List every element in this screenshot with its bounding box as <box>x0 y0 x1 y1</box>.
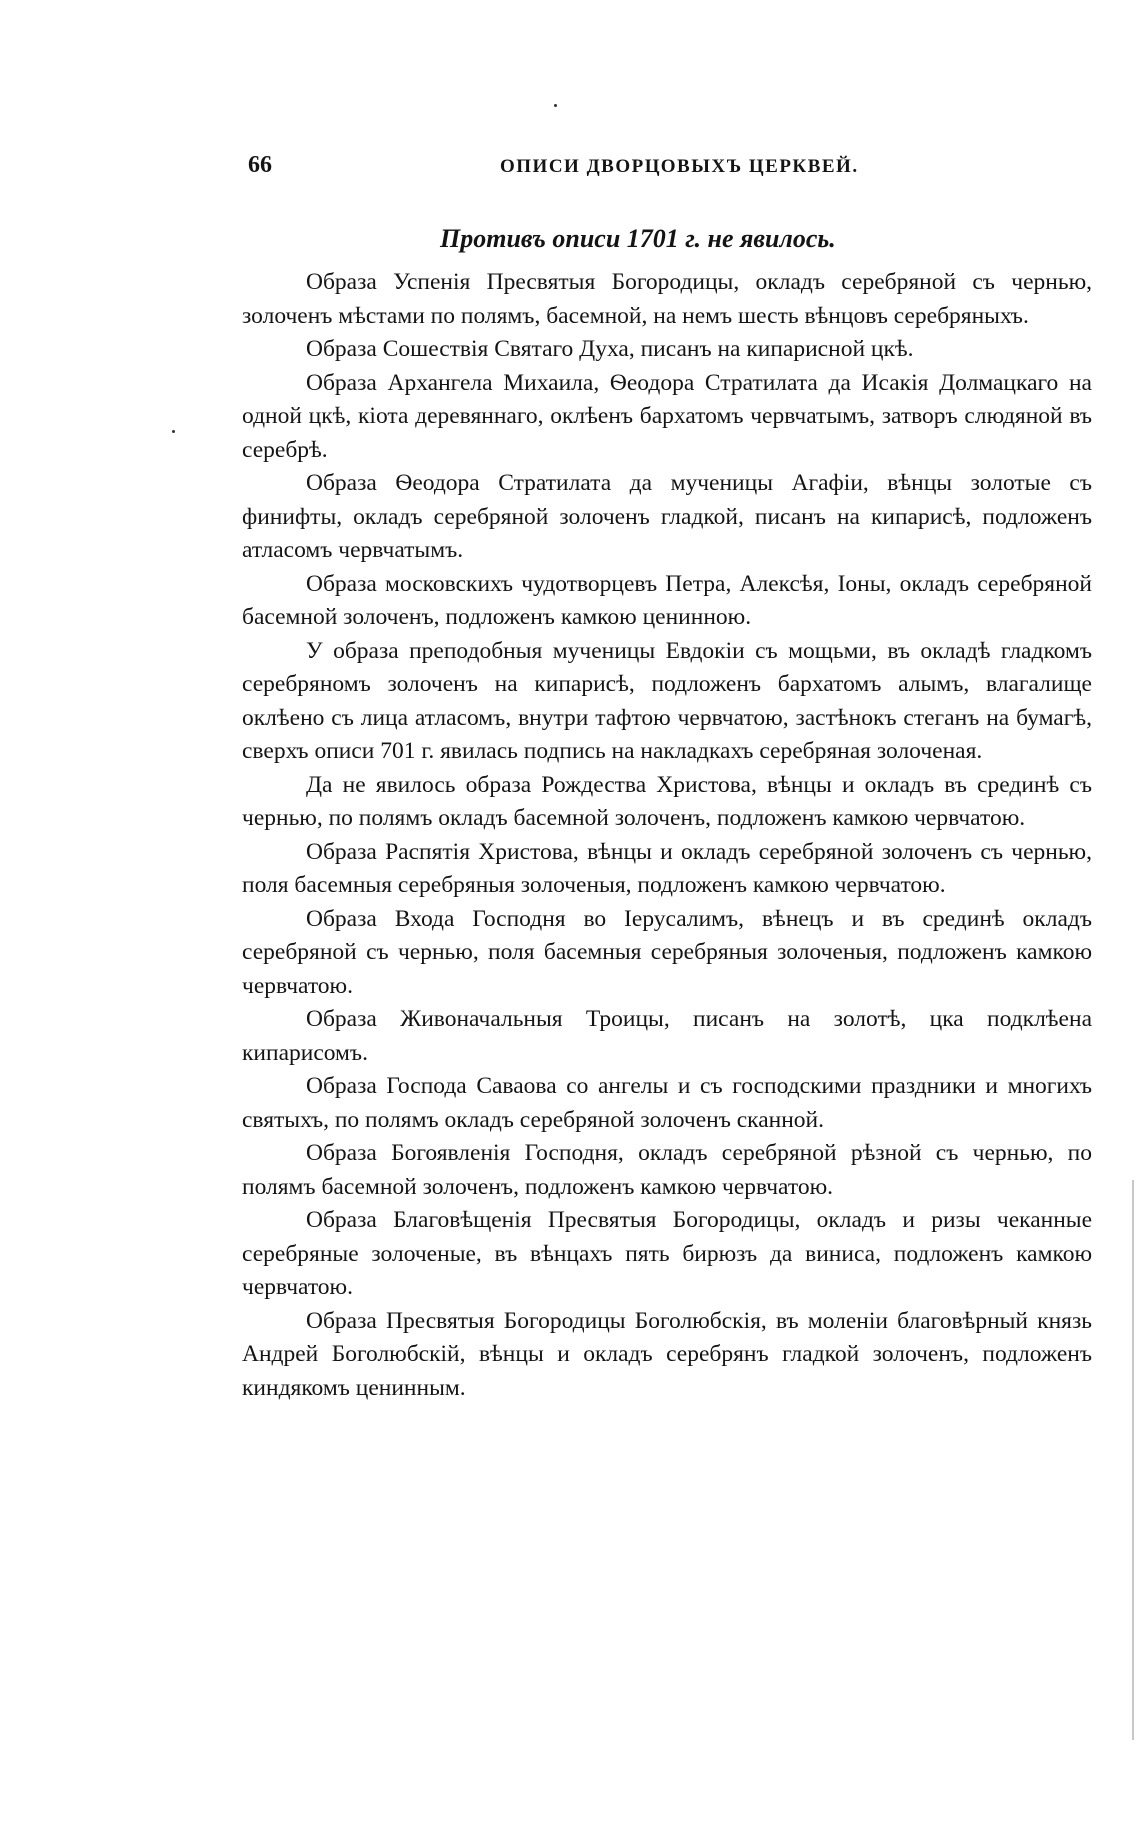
inventory-entry: Образа Ѳеодора Стратилата да мученицы Агафіи, вѣнцы золотые съ финифты, окладъ серебряной золоченъ гладкой, писанъ на кипарисѣ, подложенъ атласомъ червчатымъ. <box>242 470 1092 563</box>
inventory-entry: Образа Входа Господня во Іерусалимъ, вѣнецъ и въ срединѣ окладъ серебряной съ чернью, поля басемныя серебряныя золоченыя, подложенъ камкою червчатою. <box>242 905 1092 999</box>
inventory-text <box>242 266 1092 1405</box>
inventory-entry: Образа Пресвятыя Богородицы Боголюбскія, въ моленіи благовѣрный князь Андрей Боголюбскій, вѣнцы и окладъ серебрянъ гладкой золоченъ, подложенъ киндякомъ ценинным. <box>242 1307 1092 1401</box>
inventory-entry: Образа Архангела Михаила, Ѳеодора Стратилата да Исакія Долмацкаго на одной цкѣ, кіота деревяннаго, оклѣенъ бархатомъ червчатымъ, затворъ слюдяной въ серебрѣ. <box>242 369 1092 463</box>
running-head <box>248 152 1088 192</box>
inventory-entry: Образа московскихъ чудотворцевъ Петра, Алексѣя, Іоны, окладъ серебряной басемной золоченъ, подложенъ камкою ценинною. <box>242 570 1092 630</box>
inventory-entry: Образа Благовѣщенія Пресвятыя Богородицы, окладъ и ризы чеканные серебряные золоченые, въ вѣнцахъ пять бирюзъ да виниса, подложенъ камкою червчатою. <box>242 1207 1092 1300</box>
inventory-entry: Образа Сошествія Святаго Духа, писанъ на кипарисной цкѣ. <box>306 336 914 362</box>
inventory-entry: Образа Успенія Пресвятыя Богородицы, окладъ серебряной съ чернью, золоченъ мѣстами по полямъ, басемной, на немъ шесть вѣнцовъ серебряныхъ. <box>242 269 1092 329</box>
page-number: 66 <box>248 152 272 178</box>
inventory-entry: Образа Богоявленія Господня, окладъ серебряной рѣзной съ чернью, по полямъ басемной золоченъ, подложенъ камкою червчатою. <box>242 1140 1092 1200</box>
scan-speck <box>554 104 557 107</box>
inventory-entry: У образа преподобныя мученицы Евдокіи съ мощьми, въ окладѣ гладкомъ серебряномъ золоченъ на кипарисѣ, подложенъ бархатомъ алымъ, влагалище оклѣено съ лица атласомъ, внутри тафтою червчатою, застѣнокъ стеганъ на бумагѣ, сверхъ описи 701 г. явилась подпись на накладкахъ серебряная золоченая. <box>242 637 1092 764</box>
inventory-entry: Образа Господа Саваова со ангелы и съ господскими праздники и многихъ святыхъ, по полямъ окладъ серебряной золоченъ сканной. <box>242 1073 1092 1133</box>
inventory-entry: Образа Распятія Христова, вѣнцы и окладъ серебряной золоченъ съ чернью, поля басемныя серебряныя золоченыя, подложенъ камкою червчатою. <box>242 838 1092 898</box>
section-heading: Противъ описи 1701 г. не явилось. <box>440 224 836 253</box>
scan-speck <box>172 430 175 433</box>
inventory-entry: Да не явилось образа Рождества Христова, вѣнцы и окладъ въ срединѣ съ чернью, по полямъ окладъ басемной золоченъ, подложенъ камкою червчатою. <box>242 771 1092 831</box>
running-title: ОПИСИ ДВОРЦОВЫХЪ ЦЕРКВЕЙ. <box>500 156 859 177</box>
inventory-entry: Образа Живоначальныя Троицы, писанъ на золотѣ, цка подклѣена кипарисомъ. <box>242 1006 1092 1066</box>
scan-edge-shadow <box>1132 1180 1134 1740</box>
